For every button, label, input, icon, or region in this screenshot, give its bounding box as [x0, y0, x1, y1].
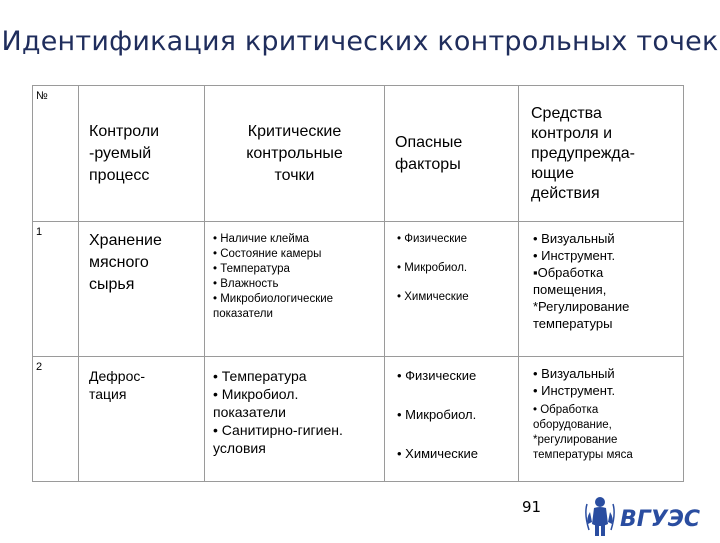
university-logo: [584, 494, 714, 543]
header-num: №: [33, 86, 79, 222]
header-hazards: Опасные факторы: [385, 86, 519, 222]
ccp-table: [32, 85, 684, 482]
header-controls: Средства контроля и предупрежда- ющие действия: [519, 86, 684, 222]
row-num: 2: [33, 357, 79, 482]
table-row: [33, 357, 684, 482]
row-ccp: • Наличие клейма • Состояние камеры • Температура • Влажность • Микробиологические показатели: [205, 222, 385, 357]
logo-text: ВГУЭС: [620, 507, 701, 532]
row-ccp: • Температура • Микробиол. показатели • Санитирно-гигиен. условия: [205, 357, 385, 482]
header-ccp: Критические контрольные точки: [205, 86, 385, 222]
header-process: Контроли -руемый процесс: [79, 86, 205, 222]
table-header-row: [33, 86, 684, 222]
row-hazards: • Физические • Микробиол. • Химические: [385, 222, 519, 357]
logo-graphic: [584, 494, 714, 538]
row-controls: • Визуальный • Инструмент. • Обработка оборудование, *регулирование температуры мяса: [519, 357, 684, 482]
row-num: 1: [33, 222, 79, 357]
slide-title: Идентификация критических контрольных точек: [1, 26, 719, 57]
row-controls: • Визуальный • Инструмент. ▪Обработка помещения, *Регулирование температуры: [519, 222, 684, 357]
table-row: [33, 222, 684, 357]
row-process: Дефрос- тация: [79, 357, 205, 482]
row-hazards: • Физические • Микробиол. • Химические: [385, 357, 519, 482]
row-process: Хранение мясного сырья: [79, 222, 205, 357]
page-number: 91: [522, 498, 542, 516]
